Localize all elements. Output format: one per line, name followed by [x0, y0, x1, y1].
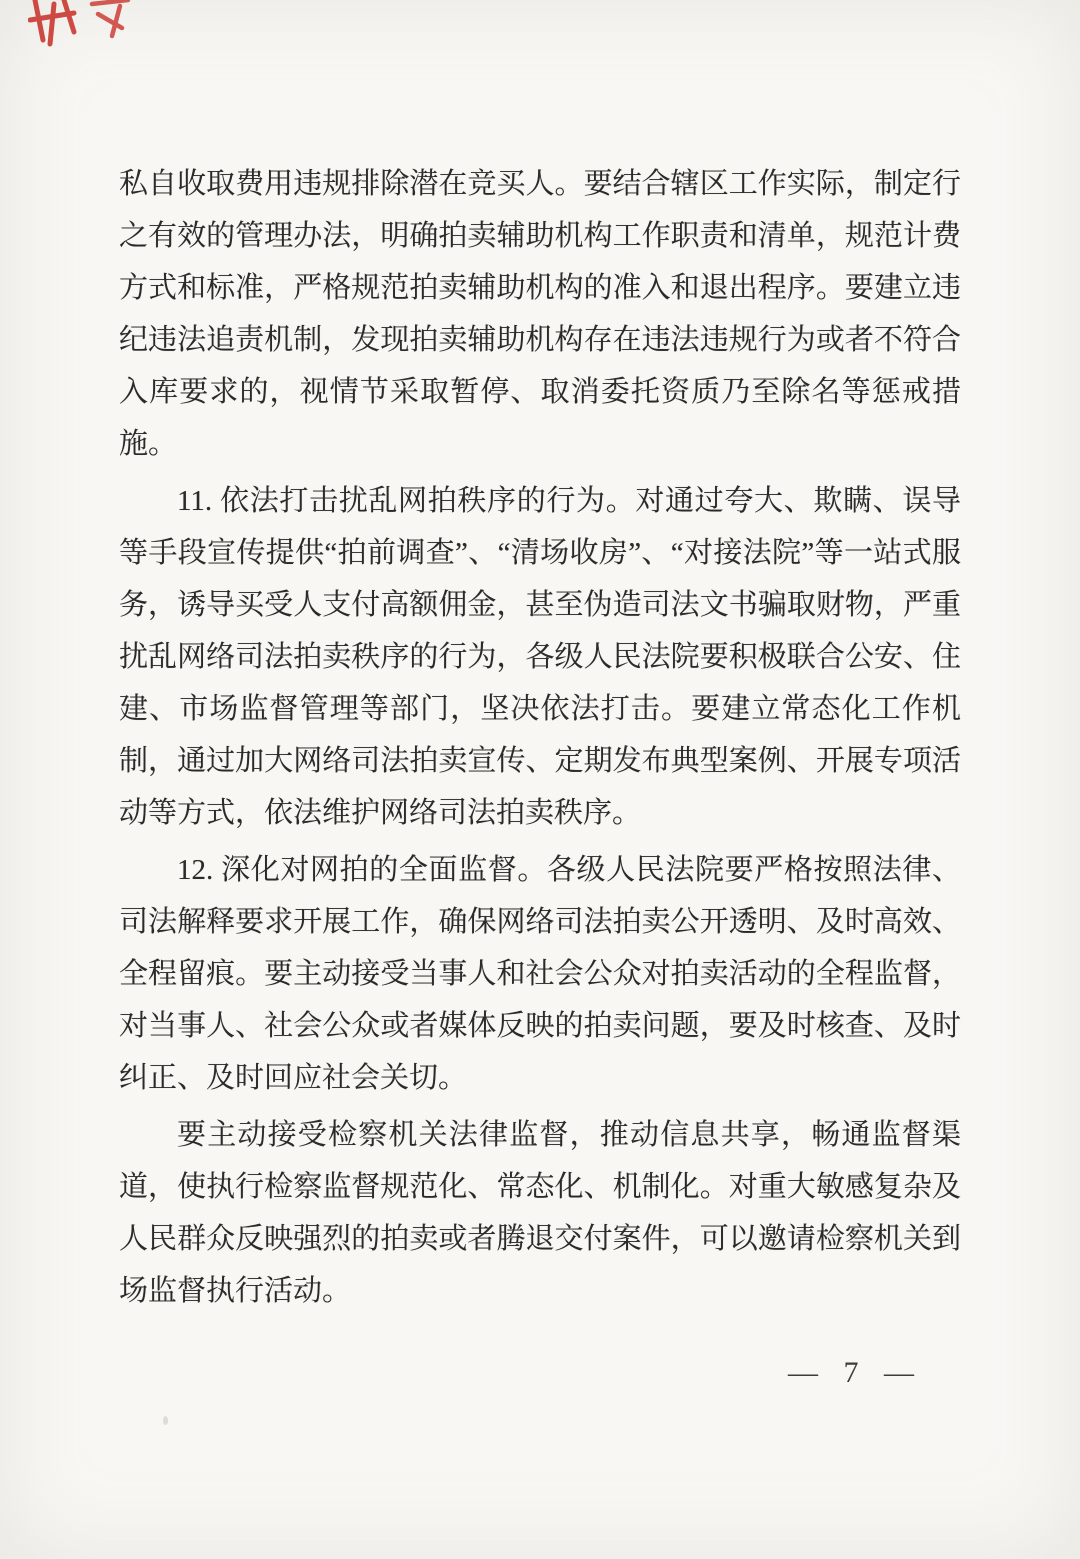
paragraph-item-12: 12. 深化对网拍的全面监督。各级人民法院要严格按照法律、司法解释要求开展工作，确保网络司法拍卖公开透明、及时高效、全程留痕。要主动接受当事人和社会公众对拍卖活动的全程监督，对当事人、社会公众或者媒体反映的拍卖问题，要及时核查、及时纠正、及时回应社会关切。: [119, 854, 961, 1094]
red-stamp-fragment-icon: [28, 0, 78, 48]
paragraph-supervision: 要主动接受检察机关法律监督，推动信息共享，畅通监督渠道，使执行检察监督规范化、常态化、机制化。对重大敏感复杂及人民群众反映强烈的拍卖或者腾退交付案件，可以邀请检察机关到场监督执行活动。: [119, 1119, 961, 1307]
red-stamp-fragment-icon: [88, 0, 134, 42]
paragraph-continuation: 私自收取费用违规排除潜在竞买人。要结合辖区工作实际，制定行之有效的管理办法，明确拍卖辅助机构工作职责和清单，规范计费方式和标准，严格规范拍卖辅助机构的准入和退出程序。要建立违纪违法追责机制，发现拍卖辅助机构存在违法违规行为或者不符合入库要求的，视情节采取暂停、取消委托资质乃至除名等惩戒措施。: [119, 168, 961, 460]
scan-speck: [163, 1416, 168, 1425]
paragraph-item-11: 11. 依法打击扰乱网拍秩序的行为。对通过夸大、欺瞒、误导等手段宣传提供“拍前调查”、“清场收房”、“对接法院”等一站式服务，诱导买受人支付高额佣金，甚至伪造司法文书骗取财物，严重扰乱网络司法拍卖秩序的行为，各级人民法院要积极联合公安、住建、市场监督管理等部门，坚决依法打击。要建立常态化工作机制，通过加大网络司法拍卖宣传、定期发布典型案例、开展专项活动等方式，依法维护网络司法拍卖秩序。: [119, 485, 961, 829]
document-body-text: [119, 158, 961, 1317]
page-number: — 7 —: [788, 1356, 916, 1389]
